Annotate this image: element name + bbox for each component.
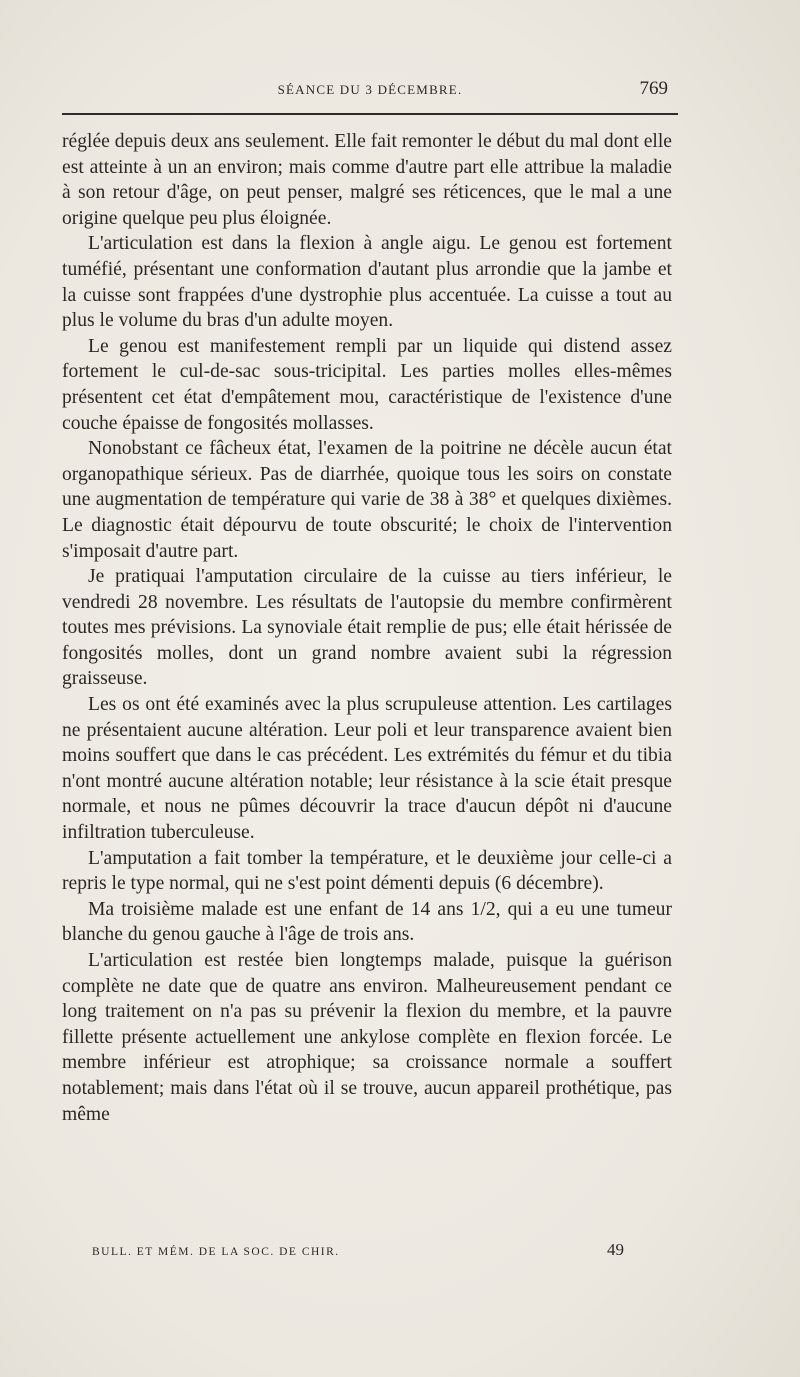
paragraph: L'amputation a fait tomber la température, et le deuxième jour celle-ci a repris le type normal, qui ne s'est point démenti depuis (6 décembre). <box>62 847 672 895</box>
signature-mark: BULL. ET MÉM. DE LA SOC. DE CHIR. <box>92 1246 340 1258</box>
page-footer <box>92 1240 632 1266</box>
signature-number: 49 <box>607 1240 624 1259</box>
paragraph: L'articulation est restée bien longtemps malade, puisque la guérison complète ne date que de quatre ans environ. Malheureusement pendant ce long traitement on n'a pas su prévenir la flexion du membre, et la pauvre fillette présente actuellement une ankylose complète en flexion forcée. Le membre inférieur est atrophique; sa croissance normale a souffert notablement; mais dans l'état où il se trouve, aucun appareil prothétique, pas même <box>62 950 672 1125</box>
page-header <box>62 78 678 118</box>
page-number: 769 <box>639 78 668 99</box>
paragraph: L'articulation est dans la flexion à angle aigu. Le genou est fortement tuméfié, présentant une conformation d'autant plus arrondie que la jambe et la cuisse sont frappées d'une dystrophie plus accentuée. La cuisse a tout au plus le volume du bras d'un adulte moyen. <box>62 233 672 332</box>
paragraph: Le genou est manifestement rempli par un liquide qui distend assez fortement le cul-de-sac sous-tricipital. Les parties molles elles-mêmes présentent cet état d'empâtement mou, caractéristique de l'existence d'une couche épaisse de fongosités mollasses. <box>62 335 672 434</box>
paragraph: Les os ont été examinés avec la plus scrupuleuse attention. Les cartilages ne présentaient aucune altération. Leur poli et leur transparence avaient bien moins souffert que dans le cas précédent. Les extrémités du fémur et du tibia n'ont montré aucune altération notable; leur résistance à la scie était presque normale, et nous ne pûmes découvrir la trace d'aucun dépôt ni d'aucune infiltration tuberculeuse. <box>62 694 672 844</box>
header-rule <box>62 113 678 115</box>
body-text <box>62 129 672 1127</box>
paragraph: Ma troisième malade est une enfant de 14 ans 1/2, qui a eu une tumeur blanche du genou gauche à l'âge de trois ans. <box>62 898 672 946</box>
paragraph: Nonobstant ce fâcheux état, l'examen de la poitrine ne décèle aucun état organopathique sérieux. Pas de diarrhée, quoique tous les soirs on constate une augmentation de température qui varie de 38 à 38° et quelques dixièmes. Le diagnostic était dépourvu de toute obscurité; le choix de l'intervention s'imposait d'autre part. <box>62 438 672 562</box>
paragraph: Je pratiquai l'amputation circulaire de la cuisse au tiers inférieur, le vendredi 28 novembre. Les résultats de l'autopsie du membre confirmèrent toutes mes prévisions. La synoviale était remplie de pus; elle était hérissée de fongosités molles, dont un grand nombre avaient subi la régression graisseuse. <box>62 566 672 690</box>
running-head: SÉANCE DU 3 DÉCEMBRE. <box>277 82 463 97</box>
paragraph: réglée depuis deux ans seulement. Elle fait remonter le début du mal dont elle est atteinte à un an environ; mais comme d'autre part elle attribue la maladie à son retour d'âge, on peut penser, malgré ses réticences, que le mal a une origine quelque peu plus éloignée. <box>62 131 672 229</box>
